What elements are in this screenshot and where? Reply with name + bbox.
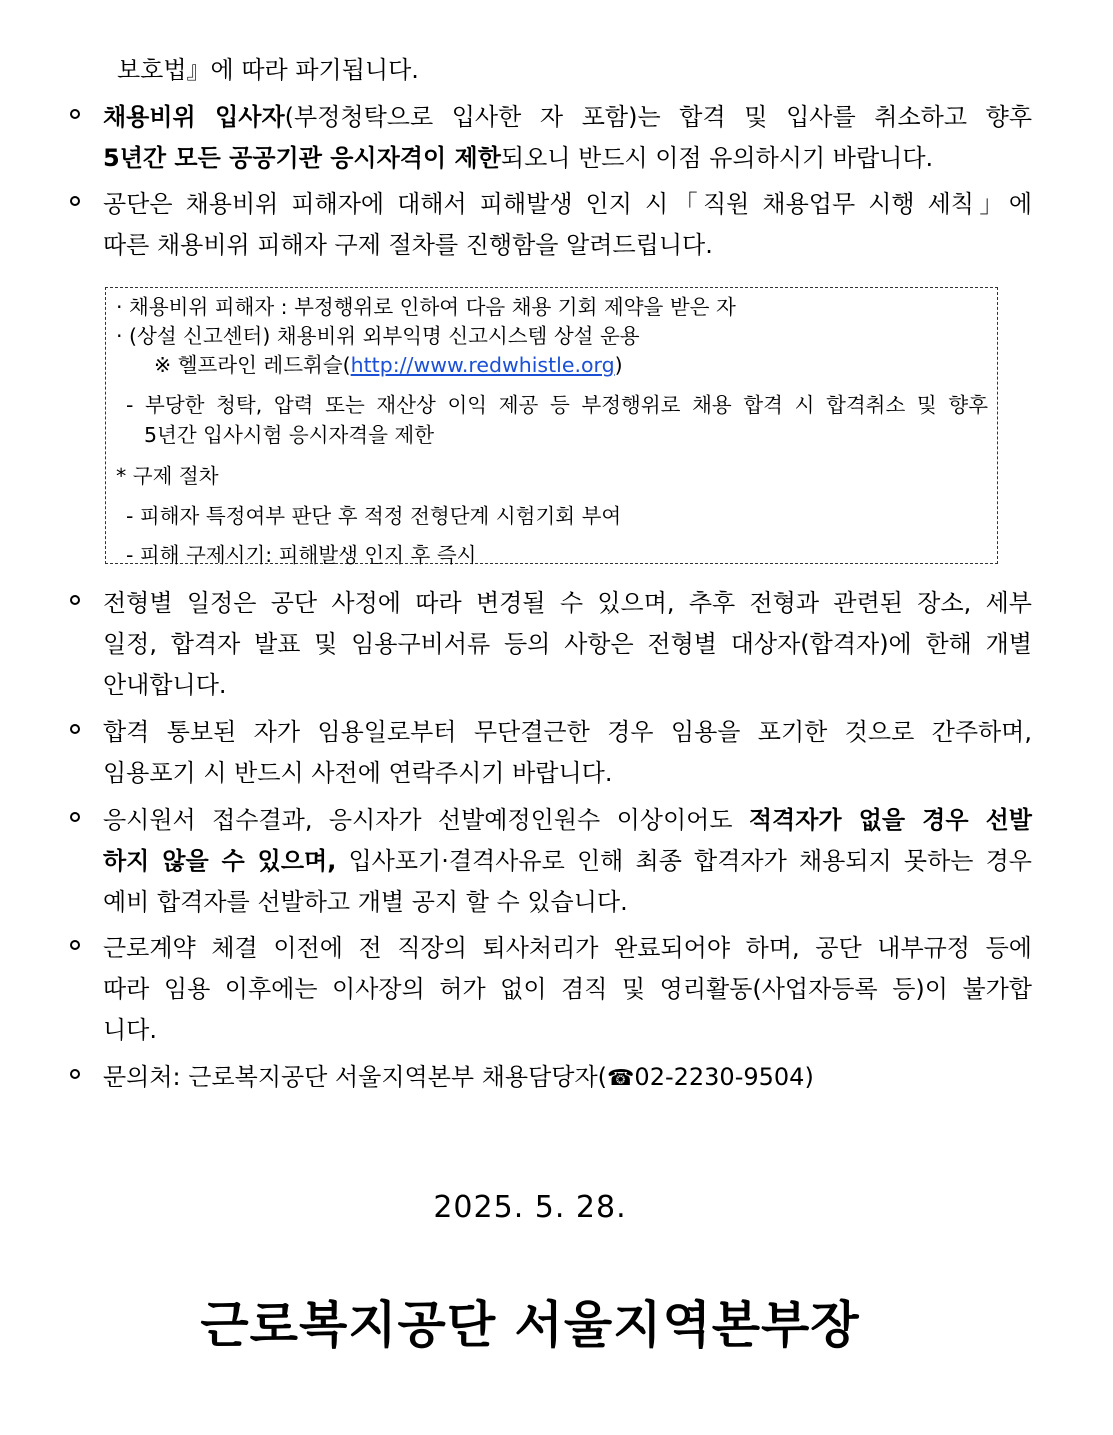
box-line-penalty: - 부당한 청탁, 압력 또는 재산상 이익 제공 등 부정행위로 채용 합격 시 합격취소 및 향후 [126,393,988,417]
notice-item-schedule [70,583,1032,706]
helpline-suffix: ) [614,353,623,377]
notice-line [103,800,1032,841]
text-span: 되오니 반드시 이점 유의하시기 바랍니다. [500,144,934,172]
notice-line [103,138,1032,179]
notice-item-contact [70,1057,1032,1099]
notice-item-hiring-fraud [70,97,1032,179]
notice-item-selection [70,800,1032,923]
bullet-icon [70,724,80,734]
notice-line [103,841,1032,882]
notice-line: 예비 합격자를 선발하고 개별 공지 할 수 있습니다. [103,888,628,916]
redwhistle-link[interactable]: http://www.redwhistle.org [350,353,615,377]
notice-line: 전형별 일정은 공단 사정에 따라 변경될 수 있으며, 추후 전형과 관련된 장소, 세부 [103,589,1032,617]
document-date: 2025. 5. 28. [433,1190,627,1225]
bold-phrase: 하지 않을 수 있으며, [103,847,337,875]
box-line-report-center: · (상설 신고센터) 채용비위 외부익명 신고시스템 상설 운용 [116,324,640,348]
notice-line: 공단은 채용비위 피해자에 대해서 피해발생 인지 시「직원 채용업무 시행 세칙」에 [103,190,1032,218]
bullet-icon [70,595,80,605]
bullet-icon [70,812,80,822]
box-line-helpline [154,348,623,378]
notice-line: 따라 임용 이후에는 이사장의 허가 없이 겸직 및 영리활동(사업자등록 등)이 불가합 [103,975,1032,1003]
notice-item-victim-relief [70,184,1032,266]
continuation-text: 보호법』에 따라 파기됩니다. [117,56,419,84]
text-span: (부정청탁으로 입사한 자 포함)는 합격 및 입사를 취소하고 향후 [284,103,1032,131]
box-line-penalty-cont: 5년간 입사시험 응시자격을 제한 [144,423,435,447]
notice-line: 일정, 합격자 발표 및 임용구비서류 등의 사항은 전형별 대상자(합격자)에 한해 개별 [103,630,1032,658]
phone-icon: ☎ [607,1066,635,1091]
bullet-icon [70,1069,80,1079]
notice-line: 합격 통보된 자가 임용일로부터 무단결근한 경우 임용을 포기한 것으로 간주하며, [103,718,1032,746]
notice-item-employment [70,928,1032,1051]
bold-phrase: 5년간 모든 공공기관 응시자격이 제한 [103,144,501,172]
text-span: 입사포기·결격사유로 인해 최종 합격자가 채용되지 못하는 경우 [336,847,1032,875]
bold-phrase: 채용비위 입사자 [103,103,285,131]
text-span: 응시원서 접수결과, 응시자가 선발예정인원수 이상이어도 [103,806,749,834]
box-line-relief-step1: - 피해자 특정여부 판단 후 적정 전형단계 시험기회 부여 [126,504,622,528]
box-line-relief-step2: - 피해 구제시기: 피해발생 인지 후 즉시 [126,543,477,567]
notice-line: 임용포기 시 반드시 사전에 연락주시기 바랍니다. [103,759,613,787]
contact-line [103,1057,1032,1099]
contact-prefix: 문의처: 근로복지공단 서울지역본부 채용담당자( [103,1063,608,1091]
box-line-relief-heading: * 구제 절차 [116,464,219,488]
bold-phrase: 적격자가 없을 경우 선발 [748,806,1032,834]
phone-number: 02-2230-9504) [634,1063,814,1091]
helpline-prefix: ※ 헬프라인 레드휘슬( [154,353,351,377]
notice-line: 니다. [103,1016,157,1044]
bullet-icon [70,109,80,119]
notice-line: 안내합니다. [103,671,227,699]
bullet-icon [70,196,80,206]
notice-line [103,97,1032,138]
notice-item-absence [70,712,1032,794]
signature-organization: 근로복지공단 서울지역본부장 [200,1296,860,1354]
bullet-icon [70,940,80,950]
victim-info-box [105,287,998,567]
notice-line: 따른 채용비위 피해자 구제 절차를 진행함을 알려드립니다. [103,231,713,259]
notice-line: 근로계약 체결 이전에 전 직장의 퇴사처리가 완료되어야 하며, 공단 내부규정 등에 [103,934,1032,962]
box-line-victim-definition: · 채용비위 피해자 : 부정행위로 인하여 다음 채용 기회 제약을 받은 자 [116,295,736,319]
